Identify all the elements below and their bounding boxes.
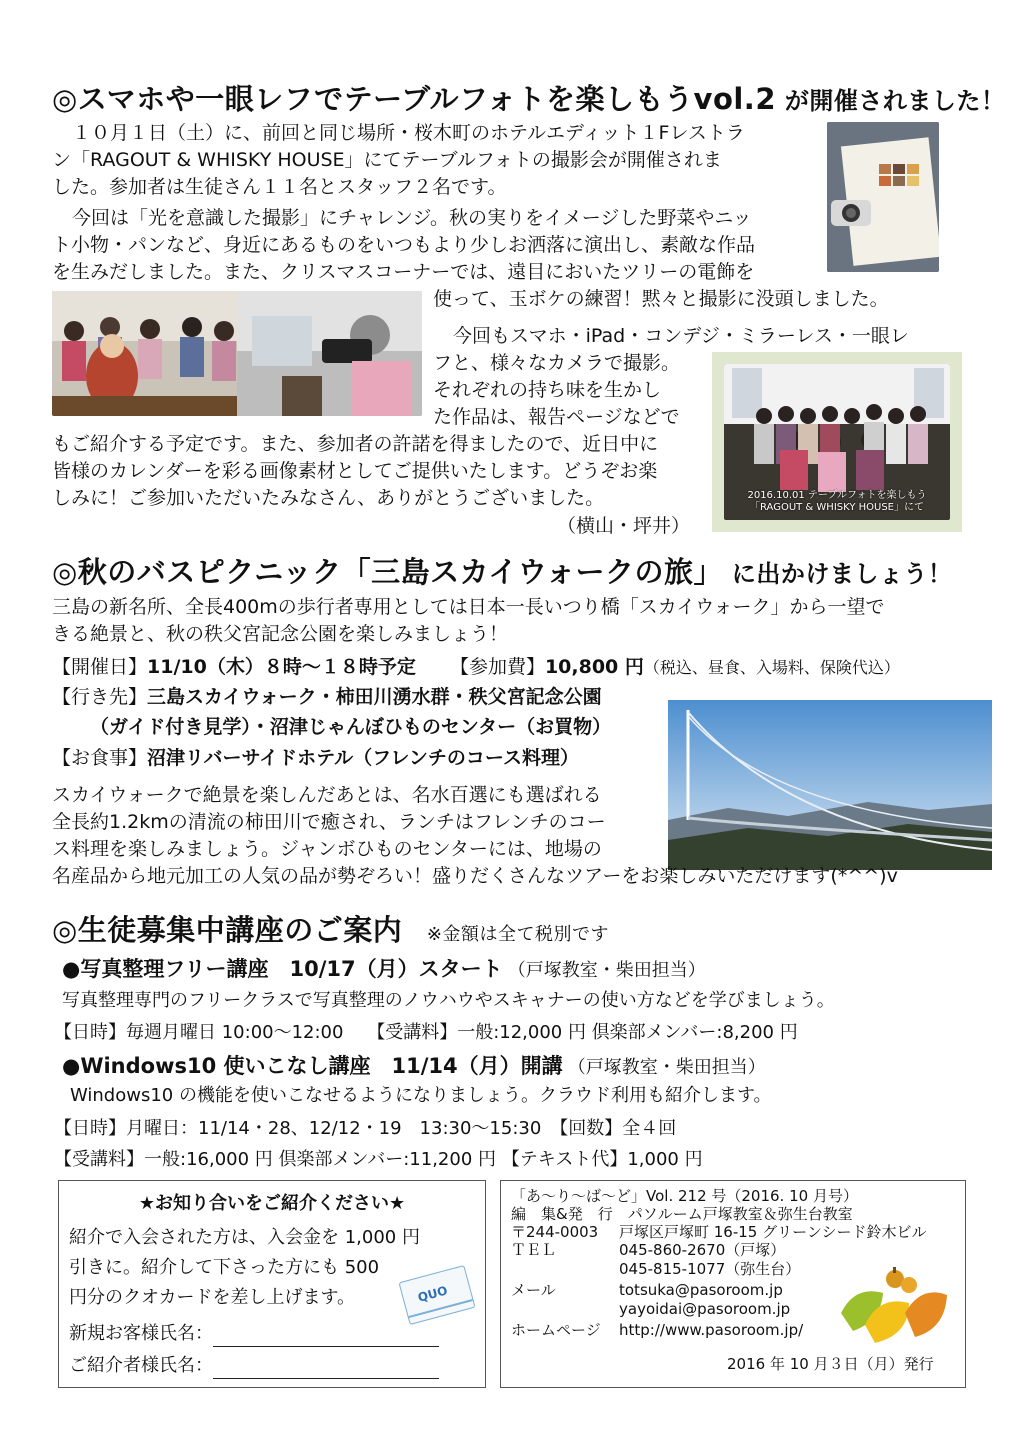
mail-label: メール	[511, 1281, 556, 1299]
issue-date: 2016 年 10 月３日（月）発行	[727, 1355, 934, 1373]
section1-heading: ◎スマホや一眼レフでテーブルフォトを楽しもうvol.2 が開催されました！	[52, 82, 1006, 116]
tel-label: ＴＥＬ	[511, 1241, 557, 1259]
group-photo-frame	[712, 352, 962, 532]
section2-intro: 三島の新名所、全長400mの歩行者専用としては日本一長いつり橋「スカイウォーク」から一望で きる絶景と、秋の秩父宮記念公園を楽しみましょう！	[52, 596, 885, 645]
section1-paragraph-3: 今回もスマホ・iPad・コンデジ・ミラーレス・一眼レ フと、様々なカメラで撮影。 それぞれの持ち味を生かし た作品は、報告ページなどで	[433, 325, 909, 428]
section1-paragraph-2-last: 使って、玉ボケの練習！黙々と撮影に没頭しました。	[433, 288, 889, 310]
referral-title: ★お知り合いをご紹介ください★	[138, 1193, 406, 1214]
section2-heading: ◎秋のバスピクニック「三島スカイウォークの旅」 に出かけましょう！	[52, 555, 953, 589]
section2-description: スカイウォークで絶景を楽しんだあとは、名水百選にも選ばれる 全長約1.2kmの清流の柿田川で癒され、ランチはフレンチのコー ス料理を楽しみましょう。ジャンボひものセンターには、地場の 名産品から地元加工の人気の品が勢ぞろい！盛りだくさんなツアーをお楽しみいただけます(*^^)v	[52, 784, 898, 887]
course2-info-fees: 【受講料】一般:16,000 円 倶楽部メンバー:11,200 円 【テキスト代】1,000 円	[54, 1149, 703, 1170]
section2-destination: 【行き先】三島スカイウォーク・柿田川湧水群・秩父宮記念公園 （ガイド付き見学）・沼津じゃんぼひものセンター（お買物）	[52, 686, 612, 738]
publisher-info-box	[500, 1180, 966, 1388]
table-photo-image	[827, 122, 939, 272]
tel-yayoidai: 045-815-1077（弥生台）	[619, 1260, 801, 1278]
referrer-field: ご紹介者様氏名：	[69, 1353, 439, 1379]
section2-date-fee: 【開催日】11/10（木）８時～１８時予定 【参加費】10,800 円（税込、昼食、入場料、保険代込）	[52, 656, 900, 678]
new-customer-field: 新規お客様氏名：	[69, 1321, 439, 1347]
issue-info: 「あ～り～ば～ど」Vol. 212 号（2016. 10 月号）	[511, 1187, 858, 1205]
address: 戸塚区戸塚町 16-15 グリーンシード鈴木ビル	[619, 1223, 927, 1241]
mail-yayoidai-link[interactable]: yayoidai@pasoroom.jp	[619, 1300, 791, 1318]
course1-info: 【日時】毎週月曜日 10:00～12:00 【受講料】一般:12,000 円 倶楽部メンバー:8,200 円	[54, 1022, 798, 1043]
section3-heading: ◎生徒募集中講座のご案内 ※金額は全て税別です	[52, 913, 610, 947]
course2-info-schedule: 【日時】月曜日：11/14・28、12/12・19 13:30～15:30 【回数】全４回	[54, 1118, 677, 1139]
autumn-leaves-icon	[835, 1265, 953, 1347]
section1-paragraph-3-cont: もご紹介する予定です。また、参加者の許諾を得ましたので、近日中に 皆様のカレンダーを彩る画像素材としてご提供いたします。どうぞお楽 しみに！ご参加いただいたみなさん、ありがとうございました。	[52, 433, 659, 509]
group-photo-caption: 2016.10.01 テーブルフォトを楽しもう 「RAGOUT & WHISKY HOUSE」にて	[747, 490, 927, 513]
group-photo-image	[724, 364, 950, 520]
publisher-info: 編 集&発 行 パソルーム戸塚教室＆弥生台教室	[511, 1205, 853, 1223]
referral-box	[58, 1180, 486, 1388]
section1-paragraph-1: １０月１日（土）に、前回と同じ場所・桜木町のホテルエディット１Fレストラ ン「RAGOUT & WHISKY HOUSE」にてテーブルフォトの撮影会が開催されま した。参加者は生徒さん１１名とスタッフ２名です。	[52, 122, 745, 198]
section1-paragraph-2: 今回は「光を意識した撮影」にチャレンジ。秋の実りをイメージした野菜やニッ ト小物・パンなど、身近にあるものをいつもより少しお洒落に演出し、素敵な作品 を生みだしました。また、クリスマスコーナーでは、遠目においたツリーの電飾を	[52, 207, 756, 283]
course1-description: 写真整理専門のフリークラスで写真整理のノウハウやスキャナーの使い方などを学びましょう。	[62, 990, 835, 1011]
postal-code: 〒244-0003	[511, 1223, 599, 1241]
referral-text: 紹介で入会された方は、入会金を 1,000 円 引きに。紹介して下さった方にも 500 円分のクオカードを差し上げます。	[69, 1227, 420, 1308]
section1-signature: （横山・坪井）	[557, 515, 691, 537]
course2-title: ●Windows10 使いこなし講座 11/14（月）開講 （戸塚教室・柴田担当）	[62, 1054, 766, 1078]
section2-meal: 【お食事】沼津リバーサイドホテル（フレンチのコース料理）	[52, 747, 579, 769]
tel-totsuka: 045-860-2670（戸塚）	[619, 1241, 786, 1259]
mail-totsuka-link[interactable]: totsuka@pasoroom.jp	[619, 1281, 783, 1299]
web-label: ホームページ	[511, 1321, 601, 1339]
workshop-photo-image	[52, 291, 422, 416]
course1-title: ●写真整理フリー講座 10/17（月）スタート （戸塚教室・柴田担当）	[62, 957, 706, 981]
course2-description: Windows10 の機能を使いこなせるようになりましょう。クラウド利用も紹介します。	[70, 1085, 772, 1106]
website-link[interactable]: http://www.pasoroom.jp/	[619, 1321, 804, 1339]
quo-card-image: QUO	[398, 1265, 475, 1325]
